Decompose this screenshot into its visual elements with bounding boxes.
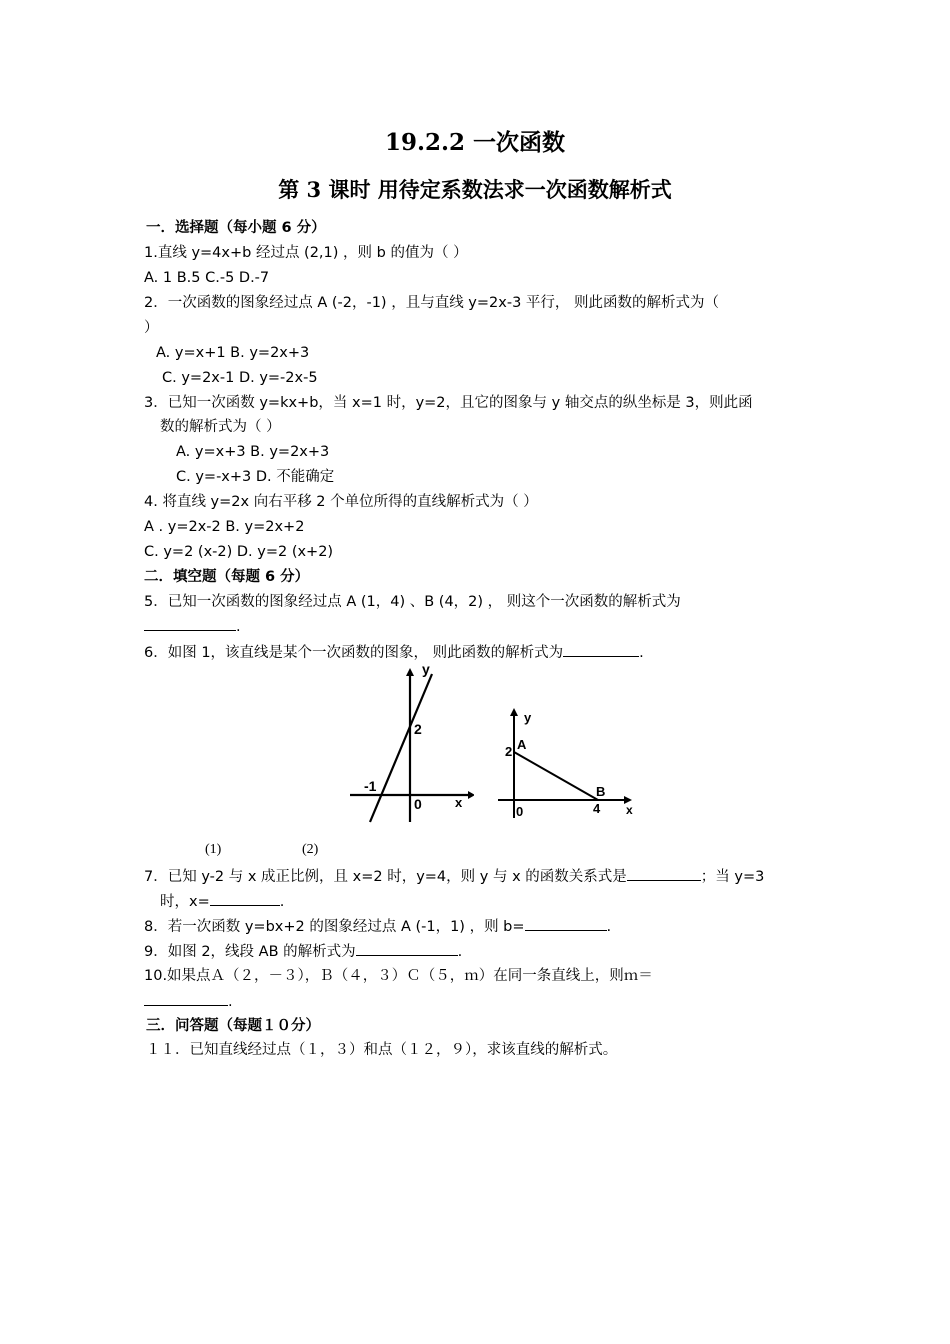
question-2-line2: ） [144, 320, 159, 336]
question-9 [144, 941, 462, 962]
origin-label: 0 [414, 796, 422, 812]
question-3-line1: 3．已知一次函数 y=kx+b，当 x=1 时，y=2，且它的图象与 y 轴交点的纵坐标是 3，则此函 [144, 395, 753, 411]
y-intercept-label: 2 [414, 721, 422, 737]
page-title: 19.2.2 一次函数 [384, 129, 566, 156]
y-axis-label: y [524, 710, 532, 725]
answer-blank[interactable] [563, 642, 639, 657]
figure-2-caption: (2) [302, 842, 319, 857]
section-choice-heading: 一．选择题（每小题 6 分） [146, 220, 326, 236]
answer-blank[interactable] [144, 616, 236, 631]
answer-blank[interactable] [144, 991, 228, 1006]
question-10-line1: 10.如果点Ａ（２，－３），Ｂ（４，３）Ｃ（５，ｍ）在同一条直线上，则ｍ＝ [144, 968, 653, 984]
period: . [639, 645, 644, 661]
section-fill-heading: 二．填空题（每题 6 分） [144, 569, 310, 585]
page-subtitle: 第 3 课时 用待定系数法求一次函数解析式 [278, 177, 672, 202]
x-intercept-label: -1 [364, 778, 377, 794]
question-3-line2: 数的解析式为（ ） [160, 419, 281, 435]
question-5-line2 [144, 616, 241, 637]
question-3-options-2: C. y=-x+3 D. 不能确定 [176, 469, 335, 485]
question-5-line1: 5．已知一次函数的图象经过点 A (1，4) 、B (4，2) ， 则这个一次函数的解析式为 [144, 594, 681, 610]
origin-label: 0 [516, 804, 524, 819]
answer-blank[interactable] [356, 941, 458, 956]
answer-blank[interactable] [525, 916, 607, 931]
question-9-text: 9．如图 2，线段 AB 的解析式为 [144, 944, 356, 960]
question-4-options-2: C. y=2 (x-2) D. y=2 (x+2) [144, 544, 334, 560]
function-line [370, 674, 432, 822]
y-axis-arrow [406, 668, 414, 676]
figure-1-graph [344, 664, 474, 826]
question-8-text: 8．若一次函数 y=bx+2 的图象经过点 A (-1，1) ，则 b= [144, 919, 525, 935]
figure-1-caption: (1) [205, 842, 222, 857]
question-7-text-3: 时，x= [160, 894, 210, 910]
period: . [236, 619, 241, 635]
question-7-text-2: ；当 y=3 [700, 869, 765, 885]
question-2-line1: 2．一次函数的图象经过点 A (-2，-1) ，且与直线 y=2x-3 平行， 则此函数的解析式为（ [144, 295, 720, 311]
x-axis-label: x [626, 803, 633, 817]
question-6 [144, 642, 644, 663]
question-1: 1.直线 y=4x+b 经过点 (2,1) ，则 b 的值为（ ） [144, 245, 468, 261]
question-11: １１．已知直线经过点（１，３）和点（１２，９），求该直线的解析式。 [146, 1042, 618, 1058]
question-2-options-1: A. y=x+1 B. y=2x+3 [156, 345, 310, 361]
question-7-line2 [160, 891, 284, 912]
x-axis-arrow [468, 791, 474, 799]
question-8 [144, 916, 611, 937]
period: . [606, 919, 612, 935]
section-answer-heading: 三．问答题（每题１０分） [146, 1018, 320, 1034]
question-7-text: 7．已知 y-2 与 x 成正比例，且 x=2 时，y=4，则 y 与 x 的函数关系式是 [144, 869, 627, 885]
x-axis-label: x [455, 795, 463, 810]
question-4-options-1: A . y=2x-2 B. y=2x+2 [144, 519, 305, 535]
question-10-line2 [144, 991, 233, 1012]
point-a-value: 2 [505, 744, 513, 759]
point-b-label: B [596, 784, 606, 799]
answer-blank[interactable] [210, 891, 280, 906]
segment-ab [514, 752, 598, 800]
question-7-line1 [144, 866, 764, 887]
figure-2-graph [494, 704, 640, 824]
question-6-text: 6．如图 1，该直线是某个一次函数的图象， 则此函数的解析式为 [144, 645, 564, 661]
answer-blank[interactable] [627, 866, 701, 881]
question-2-options-2: C. y=2x-1 D. y=-2x-5 [162, 370, 318, 386]
point-a-label: A [517, 737, 527, 752]
question-3-options-1: A. y=x+3 B. y=2x+3 [176, 444, 330, 460]
period: . [279, 894, 285, 910]
point-b-value: 4 [593, 801, 601, 816]
y-axis-arrow [510, 708, 518, 716]
period: . [457, 944, 463, 960]
y-axis-label: y [422, 664, 430, 677]
period: . [228, 994, 233, 1010]
question-4: 4. 将直线 y=2x 向右平移 2 个单位所得的直线解析式为（ ） [144, 494, 538, 510]
question-1-options: A. 1 B.5 C.-5 D.-7 [144, 270, 270, 286]
